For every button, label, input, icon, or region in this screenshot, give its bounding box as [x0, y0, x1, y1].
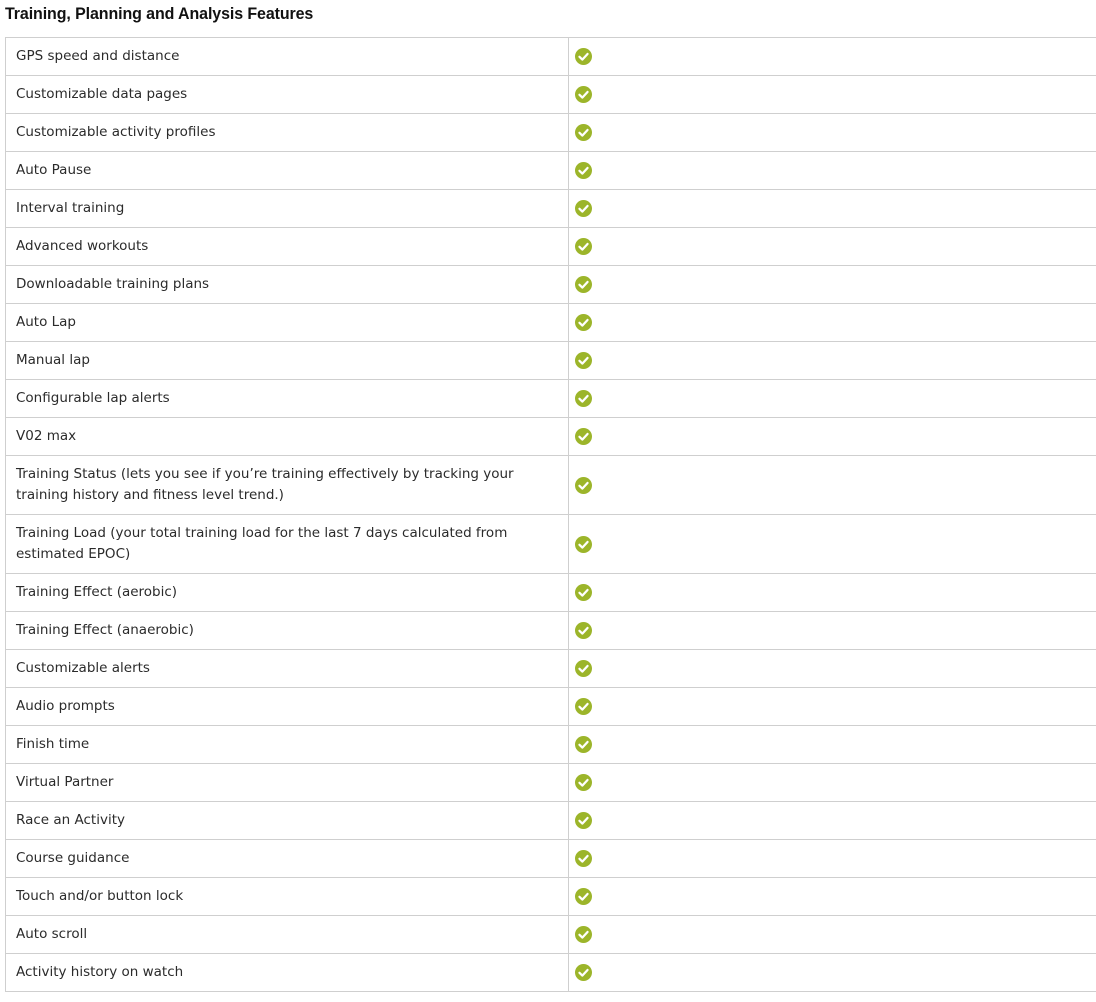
check-circle-icon	[575, 428, 592, 445]
table-row	[6, 954, 1096, 992]
check-circle-icon	[575, 774, 592, 791]
feature-label: Finish time	[6, 726, 569, 764]
table-row	[6, 612, 1096, 650]
check-circle-icon	[575, 124, 592, 141]
feature-check-cell	[569, 878, 1096, 916]
check-circle-icon	[575, 200, 592, 217]
feature-check-cell	[569, 954, 1096, 992]
table-row	[6, 304, 1096, 342]
features-table-body	[6, 38, 1096, 992]
feature-check-cell	[569, 380, 1096, 418]
check-circle-icon	[575, 736, 592, 753]
table-row	[6, 342, 1096, 380]
feature-label: Auto Lap	[6, 304, 569, 342]
feature-check-cell	[569, 456, 1096, 515]
check-circle-icon	[575, 622, 592, 639]
feature-label: Interval training	[6, 190, 569, 228]
check-circle-icon	[575, 162, 592, 179]
feature-label: Downloadable training plans	[6, 266, 569, 304]
table-row	[6, 190, 1096, 228]
table-row	[6, 650, 1096, 688]
check-circle-icon	[575, 850, 592, 867]
feature-label: Training Effect (anaerobic)	[6, 612, 569, 650]
feature-check-cell	[569, 840, 1096, 878]
feature-check-cell	[569, 574, 1096, 612]
feature-label: Customizable activity profiles	[6, 114, 569, 152]
feature-label: Auto scroll	[6, 916, 569, 954]
table-row	[6, 380, 1096, 418]
table-row	[6, 76, 1096, 114]
feature-label: Training Effect (aerobic)	[6, 574, 569, 612]
feature-check-cell	[569, 764, 1096, 802]
table-row	[6, 456, 1096, 515]
section-title: Training, Planning and Analysis Features	[5, 4, 314, 23]
feature-check-cell	[569, 38, 1096, 76]
feature-check-cell	[569, 266, 1096, 304]
check-circle-icon	[575, 352, 592, 369]
check-circle-icon	[575, 926, 592, 943]
table-row	[6, 515, 1096, 574]
feature-check-cell	[569, 726, 1096, 764]
check-circle-icon	[575, 48, 592, 65]
check-circle-icon	[575, 660, 592, 677]
check-circle-icon	[575, 888, 592, 905]
feature-label: Configurable lap alerts	[6, 380, 569, 418]
check-circle-icon	[575, 698, 592, 715]
feature-label: Advanced workouts	[6, 228, 569, 266]
feature-check-cell	[569, 228, 1096, 266]
feature-label: Audio prompts	[6, 688, 569, 726]
check-circle-icon	[575, 584, 592, 601]
feature-check-cell	[569, 152, 1096, 190]
table-row	[6, 228, 1096, 266]
table-row	[6, 38, 1096, 76]
feature-check-cell	[569, 114, 1096, 152]
feature-check-cell	[569, 650, 1096, 688]
check-circle-icon	[575, 276, 592, 293]
table-row	[6, 840, 1096, 878]
feature-label: V02 max	[6, 418, 569, 456]
feature-check-cell	[569, 418, 1096, 456]
table-row	[6, 266, 1096, 304]
feature-label: Auto Pause	[6, 152, 569, 190]
check-circle-icon	[575, 238, 592, 255]
feature-label: Course guidance	[6, 840, 569, 878]
feature-label: Race an Activity	[6, 802, 569, 840]
feature-check-cell	[569, 612, 1096, 650]
table-row	[6, 802, 1096, 840]
check-circle-icon	[575, 86, 592, 103]
feature-check-cell	[569, 304, 1096, 342]
table-row	[6, 688, 1096, 726]
features-table	[5, 37, 1096, 992]
check-circle-icon	[575, 812, 592, 829]
table-row	[6, 726, 1096, 764]
feature-label: Manual lap	[6, 342, 569, 380]
feature-check-cell	[569, 688, 1096, 726]
feature-check-cell	[569, 916, 1096, 954]
feature-label: Activity history on watch	[6, 954, 569, 992]
table-row	[6, 114, 1096, 152]
table-row	[6, 878, 1096, 916]
feature-label: Training Status (lets you see if you’re training effectively by tracking your training history and fitness level trend.)	[6, 456, 569, 515]
feature-check-cell	[569, 190, 1096, 228]
feature-label: Training Load (your total training load for the last 7 days calculated from estimated EPOC)	[6, 515, 569, 574]
table-row	[6, 916, 1096, 954]
table-row	[6, 152, 1096, 190]
feature-label: Virtual Partner	[6, 764, 569, 802]
feature-check-cell	[569, 802, 1096, 840]
table-row	[6, 418, 1096, 456]
feature-label: GPS speed and distance	[6, 38, 569, 76]
feature-check-cell	[569, 515, 1096, 574]
check-circle-icon	[575, 477, 592, 494]
check-circle-icon	[575, 964, 592, 981]
feature-label: Customizable data pages	[6, 76, 569, 114]
feature-check-cell	[569, 342, 1096, 380]
table-row	[6, 764, 1096, 802]
feature-label: Touch and/or button lock	[6, 878, 569, 916]
check-circle-icon	[575, 314, 592, 331]
feature-label: Customizable alerts	[6, 650, 569, 688]
feature-check-cell	[569, 76, 1096, 114]
table-row	[6, 574, 1096, 612]
check-circle-icon	[575, 390, 592, 407]
check-circle-icon	[575, 536, 592, 553]
